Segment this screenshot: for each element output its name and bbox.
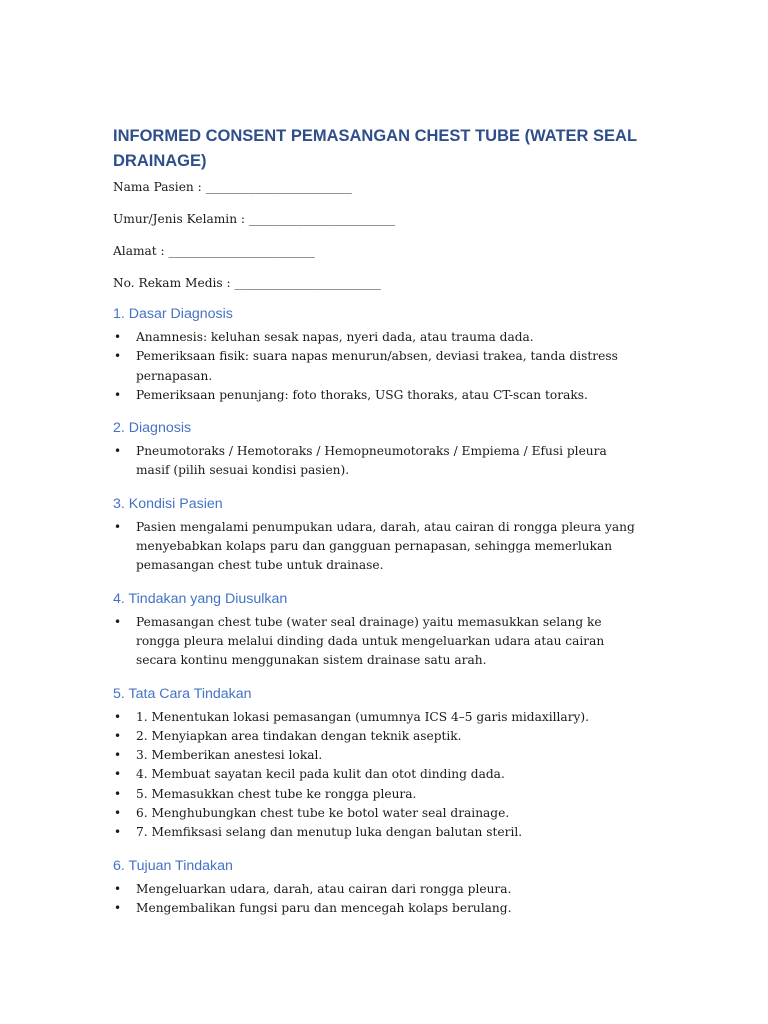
document-title: INFORMED CONSENT PEMASANGAN CHEST TUBE (WATER SEAL DRAINAGE)	[113, 127, 637, 170]
bullet-icon: •	[114, 825, 122, 840]
list-item-text: Pemeriksaan penunjang: foto thoraks, USG thoraks, atau CT-scan toraks.	[136, 387, 588, 402]
list-item	[113, 708, 643, 727]
bullet-list	[113, 518, 643, 576]
list-item	[113, 765, 643, 784]
bullet-icon: •	[114, 444, 122, 459]
section-patient-condition	[113, 495, 643, 576]
list-item	[113, 880, 643, 899]
bullet-list	[113, 442, 643, 481]
section-diagnosis-basis	[113, 305, 643, 405]
bullet-icon: •	[114, 748, 122, 763]
section-heading: 1. Dasar Diagnosis	[113, 306, 233, 322]
list-item-text: Pneumotoraks / Hemotoraks / Hemopneumotoraks / Empiema / Efusi pleura masif (pilih sesuai kondisi pasien).	[136, 444, 607, 478]
list-item	[113, 899, 643, 918]
section-heading: 3. Kondisi Pasien	[113, 495, 223, 512]
list-item-text: Pemasangan chest tube (water seal drainage) yaitu memasukkan selang ke rongga pleura melalui dinding dada untuk mengeluarkan udara atau cairan secara kontinu menggunakan sistem drainase satu arah.	[136, 614, 605, 668]
bullet-list	[113, 708, 643, 843]
list-item	[113, 518, 643, 576]
section-proposed-procedure	[113, 590, 643, 671]
list-item-text: 5. Memasukkan chest tube ke rongga pleura.	[136, 786, 417, 801]
field-age-gender: Umur/Jenis Kelamin : ________________________	[113, 212, 396, 226]
patient-fields	[113, 179, 643, 291]
bullet-list	[113, 880, 643, 919]
field-medical-record: No. Rekam Medis : ________________________	[113, 276, 381, 290]
list-item	[113, 823, 643, 842]
bullet-list	[113, 613, 643, 671]
bullet-list	[113, 328, 643, 405]
bullet-icon: •	[114, 330, 122, 344]
section-heading: 6. Tujuan Tindakan	[113, 857, 233, 874]
list-item	[113, 785, 643, 804]
list-item	[113, 386, 643, 405]
list-item-text: 1. Menentukan lokasi pemasangan (umumnya ICS 4–5 garis midaxillary).	[136, 709, 590, 724]
list-item-text: Pasien mengalami penumpukan udara, darah, atau cairan di rongga pleura yang menyebabkan kolaps paru dan gangguan pernapasan, sehingga memerlukan pemasangan chest tube untuk drainase.	[136, 519, 635, 573]
section-procedure-goals	[113, 857, 643, 919]
list-item	[113, 442, 643, 481]
list-item-text: Mengeluarkan udara, darah, atau cairan dari rongga pleura.	[136, 881, 512, 896]
section-heading: 2. Diagnosis	[113, 420, 192, 437]
list-item-text: 6. Menghubungkan chest tube ke botol water seal drainage.	[136, 806, 510, 821]
list-item-text: Mengembalikan fungsi paru dan mencegah kolaps berulang.	[136, 900, 512, 915]
list-item	[113, 804, 643, 823]
bullet-icon: •	[114, 728, 122, 743]
bullet-icon: •	[114, 519, 122, 534]
list-item-text: 7. Memfiksasi selang dan menutup luka dengan balutan steril.	[136, 825, 523, 840]
bullet-icon: •	[114, 709, 122, 724]
field-address: Alamat : ________________________	[113, 244, 315, 258]
list-item-text: 3. Memberikan anestesi lokal.	[136, 748, 323, 763]
list-item	[113, 746, 643, 765]
bullet-icon: •	[114, 881, 122, 896]
section-diagnosis	[113, 419, 643, 481]
document-page	[113, 124, 643, 918]
bullet-icon: •	[114, 387, 122, 402]
bullet-icon: •	[114, 349, 122, 364]
list-item	[113, 347, 643, 386]
section-heading: 5. Tata Cara Tindakan	[113, 685, 252, 702]
bullet-icon: •	[114, 900, 122, 915]
section-procedure-steps	[113, 685, 643, 843]
list-item	[113, 613, 643, 671]
list-item	[113, 727, 643, 746]
list-item-text: 4. Membuat sayatan kecil pada kulit dan otot dinding dada.	[136, 767, 505, 782]
section-heading: 4. Tindakan yang Diusulkan	[113, 590, 288, 607]
bullet-icon: •	[114, 786, 122, 801]
list-item-text: 2. Menyiapkan area tindakan dengan teknik aseptik.	[136, 728, 462, 743]
bullet-icon: •	[114, 806, 122, 821]
field-patient-name: Nama Pasien : ________________________	[113, 180, 352, 194]
list-item	[113, 328, 643, 347]
bullet-icon: •	[114, 767, 122, 782]
bullet-icon: •	[114, 614, 122, 629]
list-item-text: Anamnesis: keluhan sesak napas, nyeri dada, atau trauma dada.	[136, 330, 534, 344]
list-item-text: Pemeriksaan fisik: suara napas menurun/absen, deviasi trakea, tanda distress pernapasan.	[136, 349, 618, 383]
